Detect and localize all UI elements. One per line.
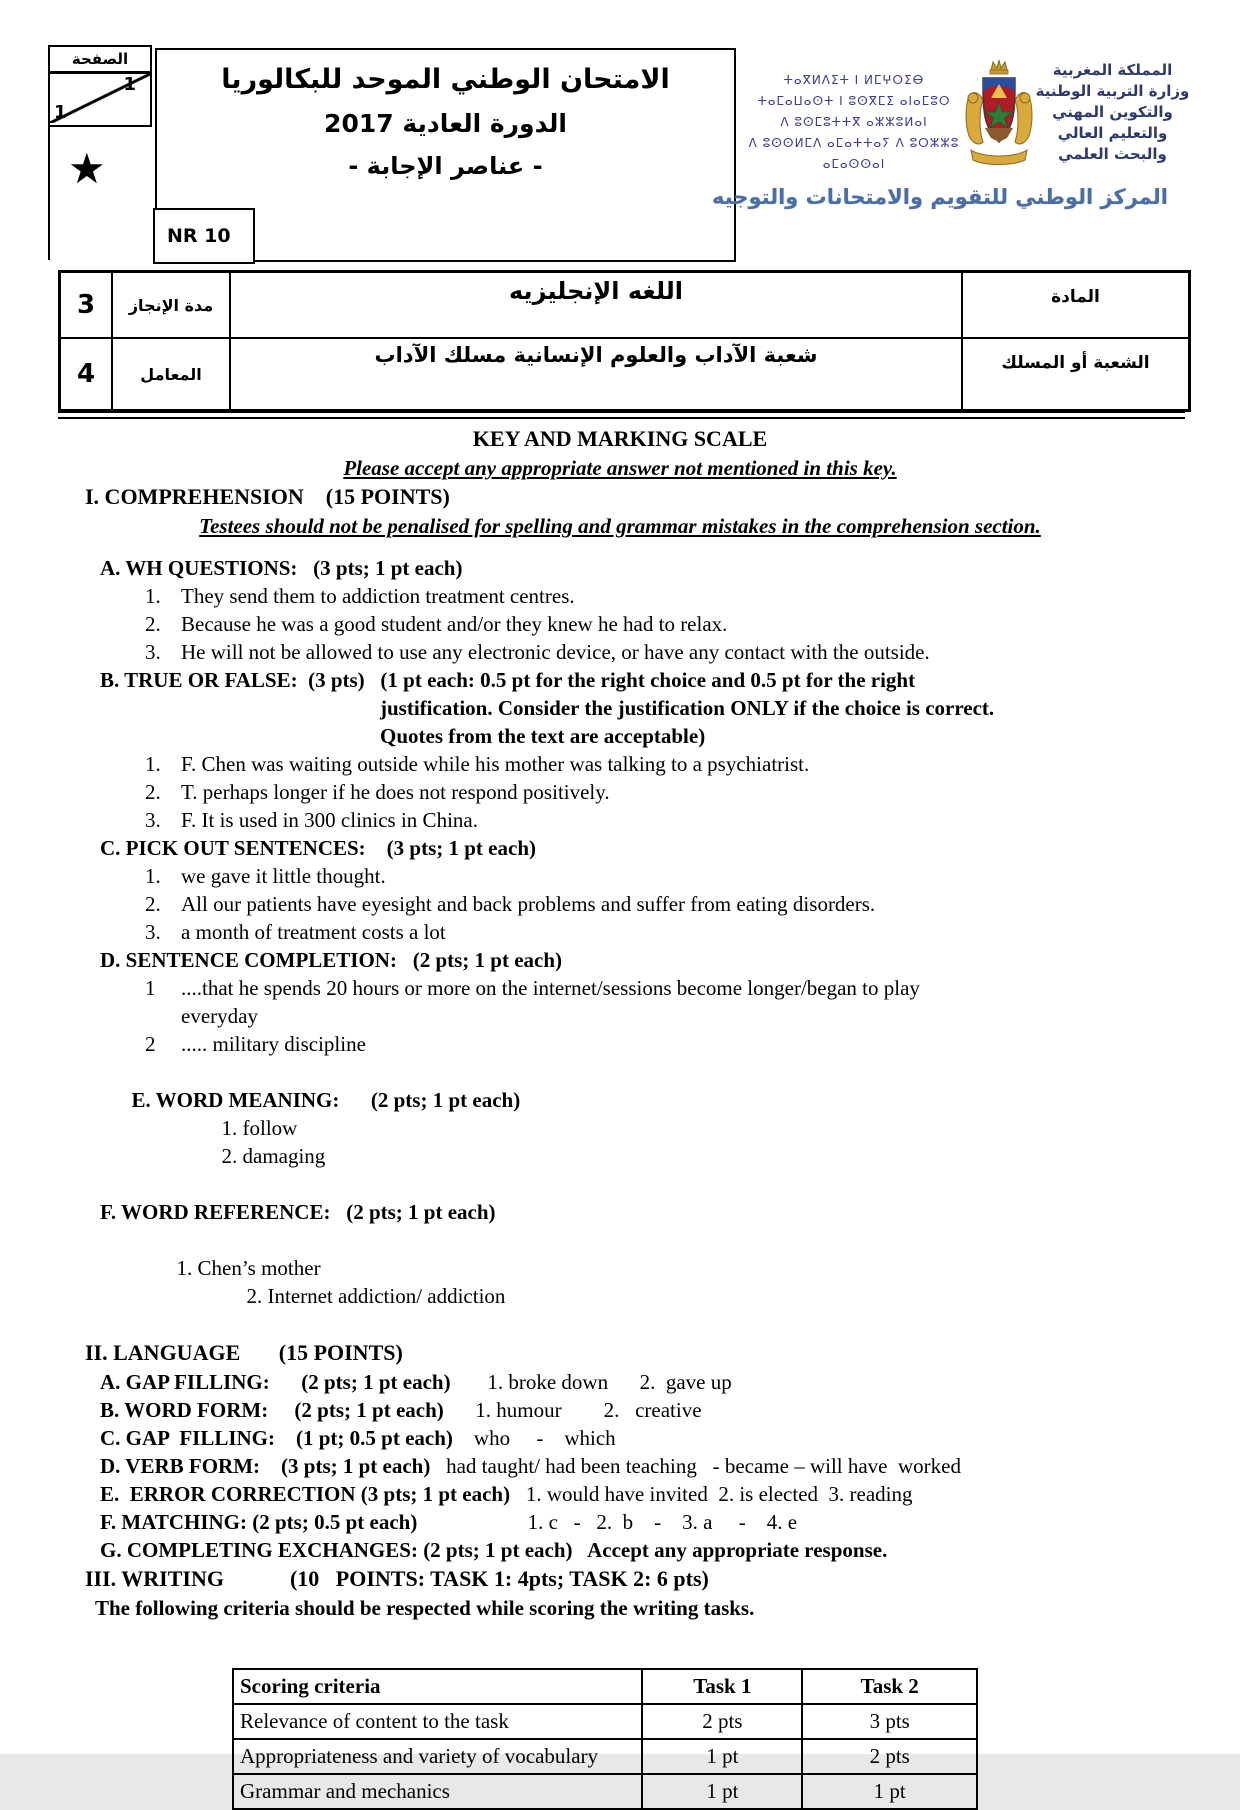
scoring-header-row: [233, 1669, 977, 1704]
page-current: 1: [123, 74, 136, 95]
gap-filling-2-line: C. GAP FILLING: (1 pt; 0.5 pt each) who - which: [100, 1426, 616, 1450]
scoring-header-task2: Task 2: [802, 1669, 977, 1704]
wh-item: 2. Because he was a good student and/or they knew he had to relax.: [145, 612, 728, 636]
coefficient-value: 4: [61, 339, 113, 409]
true-false-note2: justification. Consider the justification ONLY if the choice is correct.: [380, 696, 995, 720]
tf-item: 2. T. perhaps longer if he does not respond positively.: [145, 780, 610, 804]
word-reference-answer-2: 2. Internet addiction/ addiction: [246, 1284, 506, 1308]
true-false-heading: B. TRUE OR FALSE: (3 pts) (1 pt each: 0.5 pt for the right choice and 0.5 pt for the right: [100, 668, 916, 692]
lion-right: [1015, 93, 1032, 144]
comprehension-heading: I. COMPREHENSION (15 POINTS): [85, 484, 450, 509]
crown: [990, 60, 1008, 74]
star-icon: ★: [68, 144, 106, 193]
left-column-rule: [48, 121, 50, 260]
nr-code: NR 10: [167, 225, 231, 247]
page-box-diagonal: [50, 74, 150, 123]
key-title: KEY AND MARKING SCALE: [472, 426, 768, 451]
wh-item: 3. He will not be allowed to use any electronic device, or have any contact with the outside.: [145, 640, 930, 664]
word-meaning-line: [100, 1058, 1240, 1198]
page-total: 1: [54, 102, 67, 123]
double-rule: [58, 410, 1185, 419]
word-reference-answers: [145, 1226, 1240, 1338]
coat-of-arms: [963, 58, 1035, 185]
lion-left: [966, 93, 983, 144]
word-reference-answer-1: 1. Chen’s mother: [176, 1256, 321, 1280]
word-meaning-heading: E. WORD MEANING: (2 pts; 1 pt each): [131, 1088, 521, 1112]
pick-item: 3. a month of treatment costs a lot: [145, 920, 446, 944]
word-reference-heading: F. WORD REFERENCE: (2 pts; 1 pt each): [100, 1200, 496, 1224]
answer-key-body: [0, 424, 1240, 1810]
true-false-note3: Quotes from the text are acceptable): [380, 724, 706, 748]
ministry-line: وزارة التربية الوطنية: [1035, 82, 1190, 100]
completing-exchanges-line: G. COMPLETING EXCHANGES: (2 pts; 1 pt each) Accept any appropriate response.: [100, 1538, 888, 1562]
scoring-header-criteria: Scoring criteria: [233, 1669, 642, 1704]
ministry-line: والتكوين المهني: [1052, 103, 1173, 121]
tifinagh-line: ⵜⴰⵎⴰⵡⴰⵙⵜ ⵏ ⵓⵙⴳⵎⵉ ⴰⵏⴰⵎⵓⵔ: [757, 94, 951, 108]
ministry-arabic: [1035, 58, 1190, 165]
pick-out-heading: C. PICK OUT SENTENCES: (3 pts; 1 pt each): [100, 836, 536, 860]
exam-title: الامتحان الوطني الموحد للبكالوريا: [221, 64, 670, 95]
word-meaning-answer-1: 1. follow: [221, 1116, 298, 1140]
tf-item: 1. F. Chen was waiting outside while his mother was talking to a psychiatrist.: [145, 752, 810, 776]
table-row: Grammar and mechanics 1 pt 1 pt: [233, 1774, 977, 1809]
sentence-completion-heading: D. SENTENCE COMPLETION: (2 pts; 1 pt each): [100, 948, 563, 972]
completion-item: 1 ....that he spends 20 hours or more on the internet/sessions become longer/began to play: [145, 976, 920, 1000]
tifinagh-line: ⴷ ⵓⵙⵙⵍⵎⴷ ⴰⵎⴰⵜⵜⴰⵢ ⴷ ⵓⵔⵣⵣⵓ ⴰⵎⴰⵙⵙⴰⵏ: [748, 136, 960, 171]
wh-item: 1. They send them to addiction treatment centres.: [145, 584, 575, 608]
subject-info-table: [58, 270, 1191, 412]
ministry-tifinagh: [745, 58, 963, 175]
coefficient-label: المعامل: [113, 339, 231, 409]
duration-label: مدة الإنجاز: [113, 273, 231, 337]
tifinagh-line: ⵜⴰⴳⵍⴷⵉⵜ ⵏ ⵍⵎⵖⵔⵉⴱ: [783, 73, 925, 87]
table-row: Appropriateness and variety of vocabulary 1 pt 2 pts: [233, 1739, 977, 1774]
ministry-block: [745, 58, 1190, 185]
language-heading: II. LANGUAGE (15 POINTS): [85, 1340, 403, 1365]
key-note: Please accept any appropriate answer not mentioned in this key.: [343, 456, 897, 480]
ministry-line: والتعليم العالي والبحث العلمي: [1057, 124, 1168, 163]
national-center-name: المركز الوطني للتقويم والامتحانات والتوجيه: [712, 185, 1168, 209]
track-label: الشعبة أو المسلك: [1001, 353, 1150, 373]
exam-session: الدورة العادية 2017: [324, 109, 567, 138]
table-row: Relevance of content to the task 2 pts 3 pts: [233, 1704, 977, 1739]
nr-code-box: [153, 208, 255, 264]
page-box-label: الصفحة: [50, 47, 150, 74]
comprehension-note: Testees should not be penalised for spelling and grammar mistakes in the comprehension section.: [199, 514, 1041, 538]
writing-heading: III. WRITING (10 POINTS: TASK 1: 4pts; TASK 2: 6 pts): [85, 1566, 709, 1591]
scoring-header-task1: Task 1: [642, 1669, 802, 1704]
gap-filling-1-line: A. GAP FILLING: (2 pts; 1 pt each) 1. broke down 2. gave up: [100, 1370, 732, 1394]
tifinagh-line: ⴷ ⵓⵙⵎⵓⵜⵜⴳ ⴰⵣⵣⵓⵍⴰⵏ: [780, 115, 928, 129]
shield: [983, 78, 1015, 142]
scoring-criteria-table: [232, 1668, 978, 1810]
tf-item: 3. F. It is used in 300 clinics in China.: [145, 808, 478, 832]
word-meaning-answer-2: 2. damaging: [221, 1144, 326, 1168]
completion-item: 2 ..... military discipline: [145, 1032, 366, 1056]
subject-value: اللغه الإنجليزيه: [231, 273, 963, 337]
verb-form-line: D. VERB FORM: (3 pts; 1 pt each) had taught/ had been teaching - became – will have worked: [100, 1454, 961, 1478]
writing-note: The following criteria should be respected while scoring the writing tasks.: [95, 1596, 755, 1620]
word-form-line: B. WORD FORM: (2 pts; 1 pt each) 1. humour 2. creative: [100, 1398, 702, 1422]
page-number-box: [48, 45, 152, 127]
exam-subtitle: - عناصر الإجابة -: [348, 152, 543, 180]
pick-item: 1. we gave it little thought.: [145, 864, 386, 888]
duration-value: 3: [61, 273, 113, 337]
matching-line: F. MATCHING: (2 pts; 0.5 pt each) 1. c - 2. b - 3. a - 4. e: [100, 1510, 798, 1534]
subject-label: المادة: [1051, 287, 1100, 307]
track-value: شعبة الآداب والعلوم الإنسانية مسلك الآداب: [231, 339, 963, 409]
pick-item: 2. All our patients have eyesight and back problems and suffer from eating disorders.: [145, 892, 876, 916]
ribbon: [971, 150, 1027, 165]
error-correction-line: E. ERROR CORRECTION (3 pts; 1 pt each) 1. would have invited 2. is elected 3. reading: [100, 1482, 913, 1506]
ministry-line: المملكة المغربية: [1052, 61, 1173, 79]
wh-questions-heading: A. WH QUESTIONS: (3 pts; 1 pt each): [100, 556, 463, 580]
completion-item: everyday: [181, 1004, 258, 1028]
